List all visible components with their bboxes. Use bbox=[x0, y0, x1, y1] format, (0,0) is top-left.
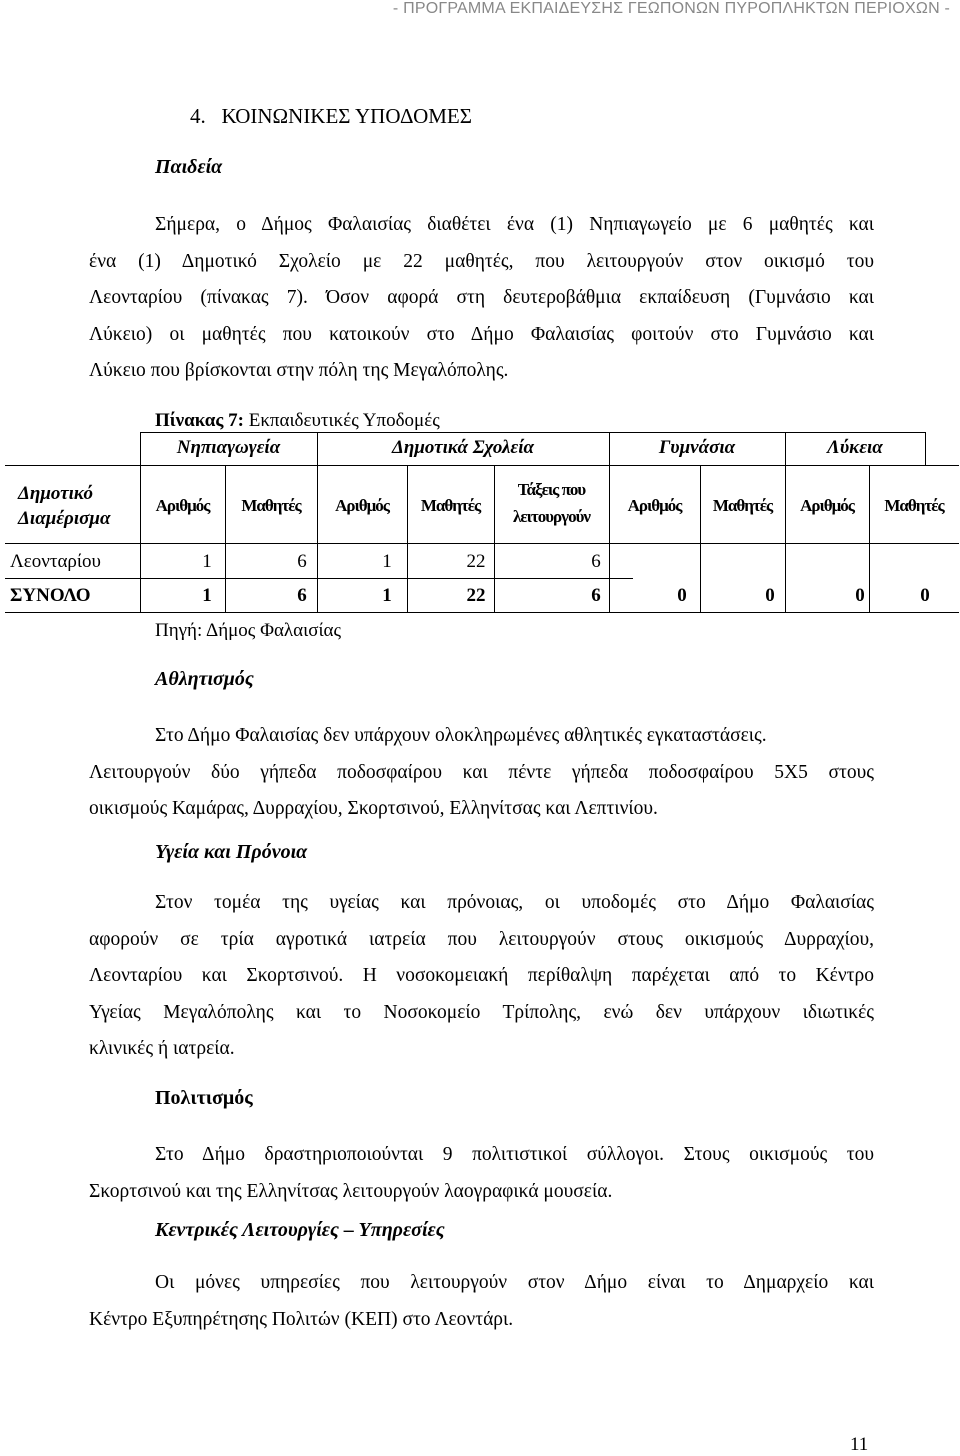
table-cell: 0 bbox=[677, 585, 687, 606]
table-cell: 1 bbox=[382, 551, 392, 572]
table-cell: 6 bbox=[591, 585, 601, 606]
row-header-line: Δημοτικό bbox=[18, 483, 94, 504]
health-line: κλινικές ή ιατρεία. bbox=[89, 1038, 235, 1059]
table-rule bbox=[5, 543, 959, 544]
table-cell: 6 bbox=[297, 551, 307, 572]
sports-paragraph bbox=[89, 718, 874, 828]
column-header: λειτουργούν bbox=[512, 507, 590, 526]
education-heading: Παιδεία bbox=[155, 156, 223, 178]
health-paragraph bbox=[89, 885, 874, 1068]
table-rule bbox=[140, 432, 925, 433]
column-header: Αριθμός bbox=[155, 496, 210, 515]
health-line: Λεονταρίου και Σκορτσινού. Η νοσοκομειακή περίθαλψη παρέχεται από το Κέντρο bbox=[89, 965, 874, 986]
row-header-line: Διαμέρισμα bbox=[18, 508, 111, 529]
education-line: ένα (1) Δημοτικό Σχολείο με 22 μαθητές, που λειτουργούν στον οικισμό του bbox=[89, 250, 874, 272]
table-cell: 0 bbox=[920, 585, 930, 606]
table-cell: 6 bbox=[591, 551, 601, 572]
table-cell: 6 bbox=[297, 585, 307, 606]
table-row-label: Λεονταρίου bbox=[10, 551, 101, 572]
culture-line: Σκορτσινού και της Ελληνίτσας λειτουργούν λαογραφικά μουσεία. bbox=[89, 1180, 613, 1202]
services-paragraph bbox=[89, 1265, 874, 1338]
section-title: 4. ΚΟΙΝΩΝΙΚΕΣ ΥΠΟΔΟΜΕΣ bbox=[190, 104, 472, 128]
table-caption: Εκπαιδευτικές Υποδομές bbox=[243, 410, 440, 431]
sports-line: Λειτουργούν δύο γήπεδα ποδοσφαίρου και πέντε γήπεδα ποδοσφαίρου 5Χ5 στους bbox=[89, 761, 874, 783]
column-header: Αριθμός bbox=[335, 496, 389, 515]
culture-heading: Πολιτισμός bbox=[155, 1087, 253, 1109]
column-header: Μαθητές bbox=[241, 496, 301, 515]
table-cell: 0 bbox=[855, 585, 865, 606]
table-rule bbox=[5, 578, 633, 579]
table-cell: 1 bbox=[202, 551, 212, 572]
table-title bbox=[155, 410, 440, 432]
culture-line: Στο Δήμο δραστηριοποιούνται 9 πολιτιστικοί σύλλογοι. Στους οικισμούς του bbox=[155, 1144, 874, 1165]
education-paragraph bbox=[89, 207, 874, 390]
table-number: Πίνακας 7: bbox=[155, 410, 244, 431]
table-cell: 0 bbox=[765, 585, 775, 606]
services-heading: Κεντρικές Λειτουργίες – Υπηρεσίες bbox=[155, 1219, 445, 1241]
group-header: Γυμνάσια bbox=[658, 437, 736, 458]
column-header: Μαθητές bbox=[420, 496, 481, 515]
health-line: Υγείας Μεγαλόπολης και το Νοσοκομείο Τρίπολης, ενώ δεν υπάρχουν ιδιωτικές bbox=[89, 1001, 874, 1023]
column-header: Αριθμός bbox=[627, 496, 682, 515]
group-header: Δημοτικά Σχολεία bbox=[392, 437, 534, 458]
health-line: αφορούν σε τρία αγροτικά ιατρεία που λειτουργούν στους οικισμούς Δυρραχίου, bbox=[89, 928, 874, 950]
column-header: Αριθμός bbox=[800, 496, 854, 515]
sports-heading: Αθλητισμός bbox=[155, 668, 254, 690]
table-rule bbox=[925, 432, 926, 465]
running-header: - ΠΡΟΓΡΑΜΜΑ ΕΚΠΑΙΔΕΥΣΗΣ ΓΕΩΠΟΝΩΝ ΠΥΡΟΠΛΗΚΤΩΝ ΠΕΡΙΟΧΩΝ - bbox=[392, 0, 950, 17]
table-rule bbox=[5, 465, 959, 466]
column-header: Τάξεις που bbox=[517, 480, 586, 499]
services-line: Οι μόνες υπηρεσίες που λειτουργούν στον Δήμο είναι το Δημαρχείο και bbox=[155, 1272, 874, 1293]
table-rule bbox=[140, 432, 141, 612]
page-number: 11 bbox=[850, 1434, 869, 1455]
table-row-label: ΣΥΝΟΛΟ bbox=[10, 585, 91, 606]
column-header: Μαθητές bbox=[712, 496, 773, 515]
culture-paragraph bbox=[89, 1137, 874, 1210]
table-cell: 1 bbox=[382, 585, 392, 606]
sports-line: Στο Δήμο Φαλαισίας δεν υπάρχουν ολοκληρωμένες αθλητικές εγκαταστάσεις. bbox=[155, 725, 767, 746]
table-cell: 1 bbox=[202, 585, 212, 606]
row-header bbox=[18, 481, 110, 531]
table-cell: 22 bbox=[466, 551, 486, 572]
table-rule bbox=[5, 612, 959, 613]
services-line: Κέντρο Εξυπηρέτησης Πολιτών (ΚΕΠ) στο Λεοντάρι. bbox=[89, 1308, 514, 1330]
table-cell: 22 bbox=[466, 585, 486, 606]
column-header: Μαθητές bbox=[884, 496, 944, 515]
group-header: Νηπιαγωγεία bbox=[176, 437, 281, 458]
education-line: Λύκειο) οι μαθητές που κατοικούν στο Δήμο Φαλαισίας φοιτούν στο Γυμνάσιο και bbox=[89, 323, 874, 345]
education-line: Λύκειο που βρίσκονται στην πόλη της Μεγαλόπολης. bbox=[89, 360, 509, 381]
education-line: Λεονταρίου (πίνακας 7). Όσον αφορά στη δευτεροβάθμια εκπαίδευση (Γυμνάσιο και bbox=[89, 287, 874, 308]
health-heading: Υγεία και Πρόνοια bbox=[155, 841, 308, 863]
health-line: Στον τομέα της υγείας και πρόνοιας, οι υποδομές στο Δήμο Φαλαισίας bbox=[155, 892, 874, 913]
group-header: Λύκεια bbox=[827, 437, 883, 458]
sports-line: οικισμούς Καμάρας, Δυρραχίου, Σκορτσινού, Ελληνίτσας και Λεπτινίου. bbox=[89, 798, 658, 819]
education-line: Σήμερα, ο Δήμος Φαλαισίας διαθέτει ένα (1) Νηπιαγωγείο με 6 μαθητές και bbox=[155, 214, 874, 235]
table-source: Πηγή: Δήμος Φαλαισίας bbox=[155, 620, 342, 641]
